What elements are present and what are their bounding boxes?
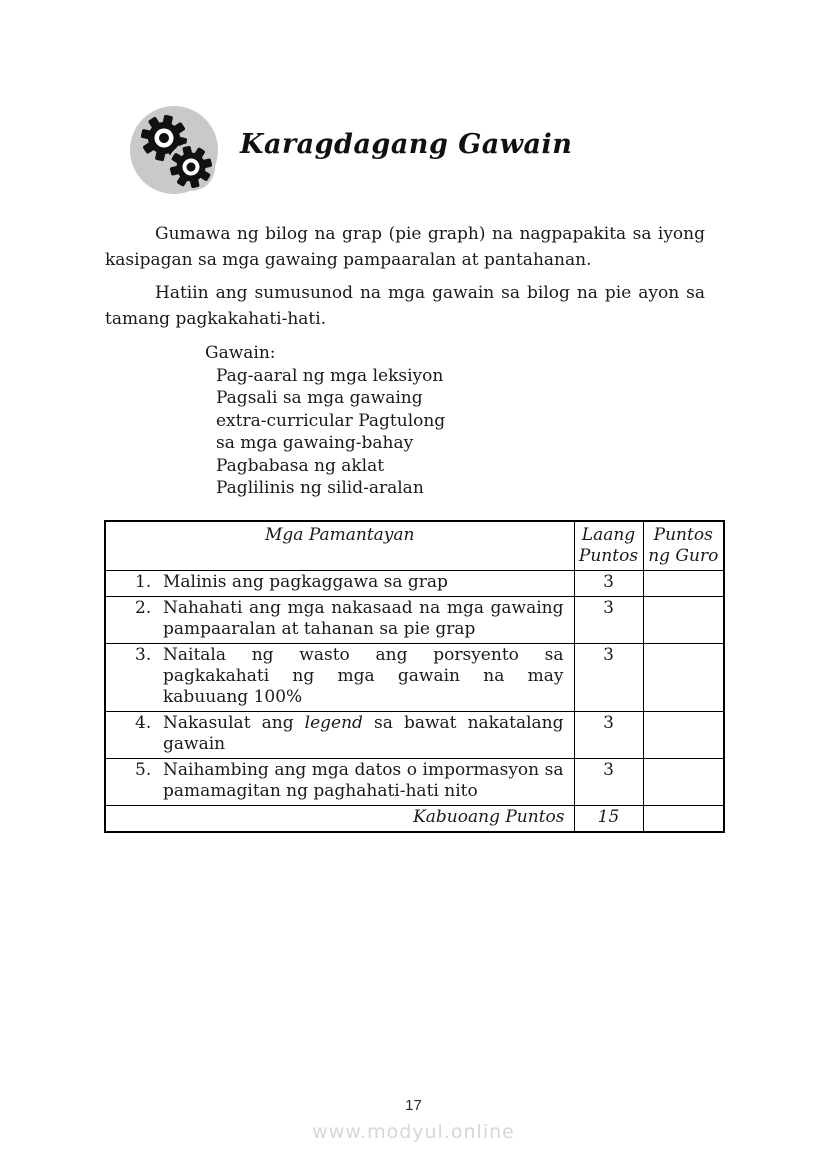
criteria-text: Nakasulat ang (163, 713, 305, 733)
watermark: www.modyul.online (312, 1121, 515, 1143)
criteria-cell (105, 712, 574, 759)
task-list-item: sa mga gawaing-bahay (216, 433, 414, 453)
task-list-item: Pag-aaral ng mga leksiyon (216, 365, 444, 386)
table-row (105, 597, 724, 644)
criteria-cell (105, 597, 574, 644)
points-cell: 3 (574, 597, 643, 644)
table-row (105, 759, 724, 806)
points-cell: 3 (574, 712, 643, 759)
row-number: 4. (135, 713, 152, 733)
criteria-text: sa bawat nakatalang gawain (163, 713, 564, 754)
rubric-table (104, 520, 725, 833)
criteria-column-header: Mga Pamantayan (105, 521, 574, 571)
task-list-item: Paglilinis ng silid-aralan (216, 478, 424, 498)
task-list-item: Pagbabasa ng aklat (216, 455, 385, 476)
total-teacher-points-cell (643, 806, 724, 833)
section-badge (129, 105, 219, 195)
task-list-label: Gawain: (205, 343, 276, 363)
rubric-header-row (105, 521, 724, 571)
task-list-item: Pagsali sa mga gawaing (216, 388, 423, 408)
total-row (105, 806, 724, 833)
task-list-item: extra-curricular Pagtulong (216, 410, 446, 431)
criteria-text: Malinis ang pagkaggawa sa grap (163, 572, 448, 592)
row-number: 1. (135, 572, 152, 592)
teacher-points-cell (643, 759, 724, 806)
points-cell: 3 (574, 644, 643, 712)
teacher-points-cell (643, 571, 724, 597)
points-cell: 3 (574, 759, 643, 806)
row-number: 5. (135, 760, 152, 780)
page-number: 17 (405, 1097, 422, 1114)
criteria-text: Nahahati ang mga nakasaad na mga gawaing pampaaralan at tahanan sa pie grap (163, 598, 564, 639)
table-row (105, 712, 724, 759)
criteria-text-italic: legend (304, 713, 363, 733)
criteria-cell (105, 644, 574, 712)
criteria-text: Naitala ng wasto ang porsyento sa pagkakahati ng mga gawain na may kabuuang 100% (163, 645, 564, 707)
criteria-text: Naihambing ang mga datos o impormasyon sa pamamagitan ng paghahati-hati nito (163, 760, 564, 801)
row-number: 3. (135, 645, 152, 665)
row-number: 2. (135, 598, 152, 618)
allotted-points-column-header: Laang Puntos (574, 521, 643, 571)
gears-icon (129, 105, 219, 195)
table-row (105, 571, 724, 597)
intro-paragraph-1: Gumawa ng bilog na grap (pie graph) na nagpapakita sa iyong kasipagan sa mga gawaing pampaaralan at pantahanan. (105, 224, 705, 270)
teacher-points-cell (643, 644, 724, 712)
teacher-points-cell (643, 712, 724, 759)
total-label-cell: Kabuoang Puntos (105, 806, 574, 833)
task-list (205, 342, 722, 500)
points-cell: 3 (574, 571, 643, 597)
teacher-points-cell (643, 597, 724, 644)
intro-section (105, 221, 722, 500)
table-row (105, 644, 724, 712)
criteria-cell (105, 571, 574, 597)
intro-paragraph-2: Hatiin ang sumusunod na mga gawain sa bilog na pie ayon sa tamang pagkakahati-hati. (105, 283, 705, 329)
total-points-cell: 15 (574, 806, 643, 833)
criteria-cell (105, 759, 574, 806)
page-title: Karagdagang Gawain (240, 129, 573, 160)
teacher-points-column-header: Puntos ng Guro (643, 521, 724, 571)
